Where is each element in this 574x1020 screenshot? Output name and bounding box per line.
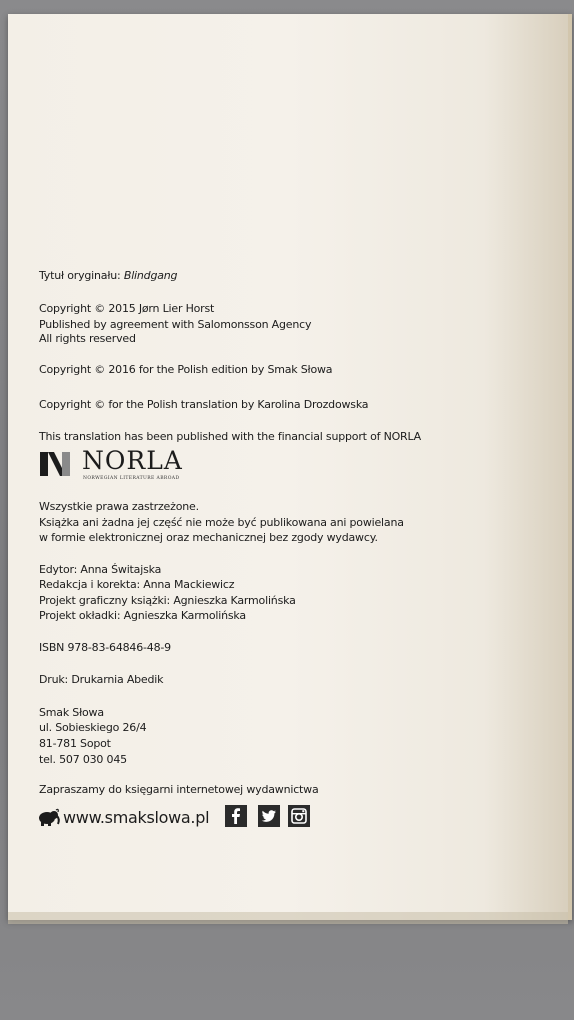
printer: Druk: Drukarnia Abedik — [39, 673, 164, 686]
elephant-logo-icon — [36, 807, 62, 827]
rights-notice-line-2: Książka ani żadna jej część nie może być publikowana ani powielana — [39, 516, 404, 529]
credit-cover-design: Projekt okładki: Agnieszka Karmolińska — [39, 609, 246, 622]
credit-book-design: Projekt graficzny książki: Agnieszka Karmolińska — [39, 594, 296, 607]
norla-subline: NORWEGIAN LITERATURE ABROAD — [83, 476, 180, 481]
rights-notice-line-1: Wszystkie prawa zastrzeżone. — [39, 500, 199, 513]
norla-n-icon — [38, 450, 72, 478]
original-title-value: Blindgang — [123, 269, 178, 282]
twitter-icon[interactable] — [258, 805, 280, 827]
publishing-agreement: Published by agreement with Salomonsson Agency — [39, 318, 312, 331]
norla-wordmark: NORLA — [82, 446, 183, 475]
copyright-polish-translation: Copyright © for the Polish translation by Karolina Drozdowska — [39, 398, 369, 411]
rights-reserved: All rights reserved — [39, 332, 136, 345]
original-title-label: Tytuł oryginału: — [39, 269, 121, 282]
original-title-line — [39, 269, 177, 284]
copyright-author: Copyright © 2015 Jørn Lier Horst — [39, 302, 215, 315]
website-row — [36, 805, 336, 829]
bookstore-invitation: Zapraszamy do księgarni internetowej wydawnictwa — [39, 783, 319, 796]
copyright-polish-edition: Copyright © 2016 for the Polish edition by Smak Słowa — [39, 363, 333, 376]
translation-support: This translation has been published with the financial support of NORLA — [39, 430, 421, 443]
publisher-city: 81-781 Sopot — [39, 737, 111, 750]
publisher-name: Smak Słowa — [39, 706, 104, 719]
publisher-phone: tel. 507 030 045 — [39, 753, 127, 766]
norla-logo — [38, 448, 198, 484]
page-edge — [8, 912, 568, 924]
credit-editor: Edytor: Anna Świtajska — [39, 563, 162, 576]
instagram-icon[interactable] — [288, 805, 310, 827]
credit-proofreading: Redakcja i korekta: Anna Mackiewicz — [39, 578, 235, 591]
rights-notice-line-3: w formie elektronicznej oraz mechanicznej bez zgody wydawcy. — [39, 531, 378, 544]
facebook-icon[interactable] — [225, 805, 247, 827]
website-link[interactable]: www.smakslowa.pl — [63, 808, 210, 827]
publisher-street: ul. Sobieskiego 26/4 — [39, 721, 147, 734]
isbn: ISBN 978-83-64846-48-9 — [39, 641, 171, 654]
